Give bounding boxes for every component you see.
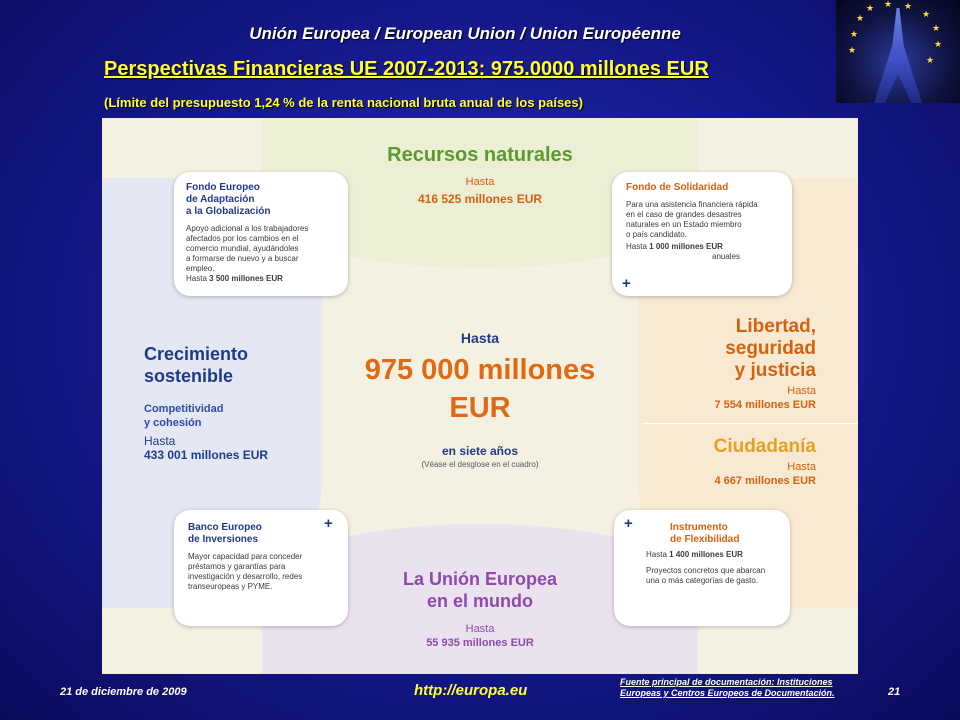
slide-subheading: (Límite del presupuesto 1,24 % de la renta nacional bruta anual de los países) xyxy=(104,95,583,110)
star-icon: ★ xyxy=(922,9,931,19)
mundo-title-line2: en el mundo xyxy=(426,591,533,611)
crecimiento-sub-line2: y cohesión xyxy=(144,417,202,429)
fondo-globalizacion-amount-prefix: Hasta xyxy=(186,274,207,283)
card-flexibilidad xyxy=(614,510,790,626)
fondo-solidaridad-desc-line3: naturales en un Estado miembro xyxy=(626,220,742,229)
eiffel-tower-photo xyxy=(836,0,960,103)
budget-diagram xyxy=(102,118,858,674)
crecimiento-sub-line1: Competitividad xyxy=(144,403,224,415)
flexibilidad-title-line2: de Flexibilidad xyxy=(670,534,740,545)
footer-source-line1: Fuente principal de documentación: Instituciones xyxy=(620,677,833,687)
card-banco-inversiones xyxy=(174,510,348,626)
mundo-upto: Hasta xyxy=(465,623,495,635)
libertad-title-line1: Libertad, xyxy=(735,316,816,337)
center-amount-line1: 975 000 millones xyxy=(364,354,596,386)
recursos-upto: Hasta xyxy=(465,176,495,188)
slide-heading: Perspectivas Financieras UE 2007-2013: 975.0000 millones EUR xyxy=(104,58,709,80)
fondo-globalizacion-title-line2: de Adaptación xyxy=(186,194,255,205)
star-icon: ★ xyxy=(934,39,943,49)
page-number: 21 xyxy=(888,686,901,698)
star-icon: ★ xyxy=(884,0,893,9)
libertad-title-line2: seguridad xyxy=(725,338,816,359)
star-icon: ★ xyxy=(932,23,941,33)
center-amount-line2: EUR xyxy=(449,392,511,424)
recursos-amount: 416 525 millones EUR xyxy=(417,192,543,206)
banco-inversiones-desc-line2: préstamos y garantías para xyxy=(188,562,286,571)
fondo-globalizacion-desc-line1: Apoyo adicional a los trabajadores xyxy=(186,224,309,233)
card-fondo-solidaridad xyxy=(612,172,792,296)
center-note: (Véase el desglose en el cuadro) xyxy=(421,460,539,469)
fondo-solidaridad-desc-line1: Para una asistencia financiera rápida xyxy=(626,200,758,209)
card-fondo-globalizacion xyxy=(174,172,348,296)
star-icon: ★ xyxy=(904,1,913,11)
fondo-solidaridad-amount: 1 000 millones EUR xyxy=(649,242,723,251)
star-icon: ★ xyxy=(926,55,935,65)
fondo-globalizacion-title-line3: a la Globalización xyxy=(186,206,271,217)
flexibilidad-amount: 1 400 millones EUR xyxy=(669,550,743,559)
mundo-title-line1: La Unión Europea xyxy=(402,569,557,589)
fondo-globalizacion-amount: 3 500 millones EUR xyxy=(209,274,283,283)
fondo-globalizacion-title-line1: Fondo Europeo xyxy=(186,182,260,193)
fondo-solidaridad-amount-prefix: Hasta xyxy=(626,242,647,251)
recursos-title: Recursos naturales xyxy=(387,144,573,166)
star-icon: ★ xyxy=(866,3,875,13)
fondo-solidaridad-title: Fondo de Solidaridad xyxy=(626,182,729,193)
flexibilidad-title-line1: Instrumento xyxy=(670,522,728,533)
star-icon: ★ xyxy=(848,45,857,55)
center-upto: Hasta xyxy=(460,330,500,346)
flexibilidad-amount-prefix: Hasta xyxy=(646,550,667,559)
ciudadania-upto: Hasta xyxy=(787,461,816,473)
fondo-globalizacion-desc-line4: a formarse de nuevo y a buscar xyxy=(186,254,299,263)
footer-date: 21 de diciembre de 2009 xyxy=(60,686,187,698)
crecimiento-title-line2: sostenible xyxy=(144,366,234,386)
flexibilidad-desc-line1: Proyectos concretos que abarcan xyxy=(646,566,766,575)
eiffel-tower-icon xyxy=(874,8,922,103)
fondo-globalizacion-desc-line2: afectados por los cambios en el xyxy=(186,234,299,243)
plus-icon: + xyxy=(624,515,633,532)
fondo-solidaridad-period: anuales xyxy=(712,252,741,261)
fondo-solidaridad-desc-line4: o país candidato. xyxy=(626,230,687,239)
crecimiento-title-line1: Crecimiento xyxy=(144,344,249,364)
plus-icon: + xyxy=(324,515,333,532)
footer-source-line2: Europeas y Centros Europeos de Documentación. xyxy=(620,688,835,698)
banco-inversiones-title-line1: Banco Europeo xyxy=(188,522,262,533)
footer-url[interactable]: http://europa.eu xyxy=(414,682,528,699)
fondo-globalizacion-desc-line5: empleo. xyxy=(186,264,215,273)
plus-icon: + xyxy=(622,275,631,292)
banco-inversiones-desc-line4: transeuropeas y PYME. xyxy=(188,582,273,591)
star-icon: ★ xyxy=(850,29,859,39)
footer-source xyxy=(620,677,835,699)
mundo-amount: 55 935 millones EUR xyxy=(426,637,534,649)
banco-inversiones-title-line2: de Inversiones xyxy=(188,534,259,545)
slide-title: Unión Europea / European Union / Union Européenne xyxy=(249,24,681,43)
ciudadania-title: Ciudadanía xyxy=(713,436,816,457)
banco-inversiones-desc-line1: Mayor capacidad para conceder xyxy=(188,552,303,561)
banco-inversiones-desc-line3: investigación y desarrollo, redes xyxy=(188,572,303,581)
crecimiento-upto: Hasta xyxy=(144,434,176,448)
libertad-amount: 7 554 millones EUR xyxy=(714,399,816,411)
libertad-title-line3: y justicia xyxy=(734,360,816,381)
center-sub: en siete años xyxy=(441,444,519,458)
star-icon: ★ xyxy=(856,13,865,23)
libertad-upto: Hasta xyxy=(787,385,816,397)
fondo-solidaridad-desc-line2: en el caso de grandes desastres xyxy=(626,210,742,219)
flexibilidad-desc-line2: una o más categorías de gasto. xyxy=(646,576,759,585)
fondo-globalizacion-desc-line3: comercio mundial, ayudándoles xyxy=(186,244,299,253)
ciudadania-amount: 4 667 millones EUR xyxy=(714,475,816,487)
divider xyxy=(642,423,858,424)
crecimiento-amount: 433 001 millones EUR xyxy=(144,448,269,462)
